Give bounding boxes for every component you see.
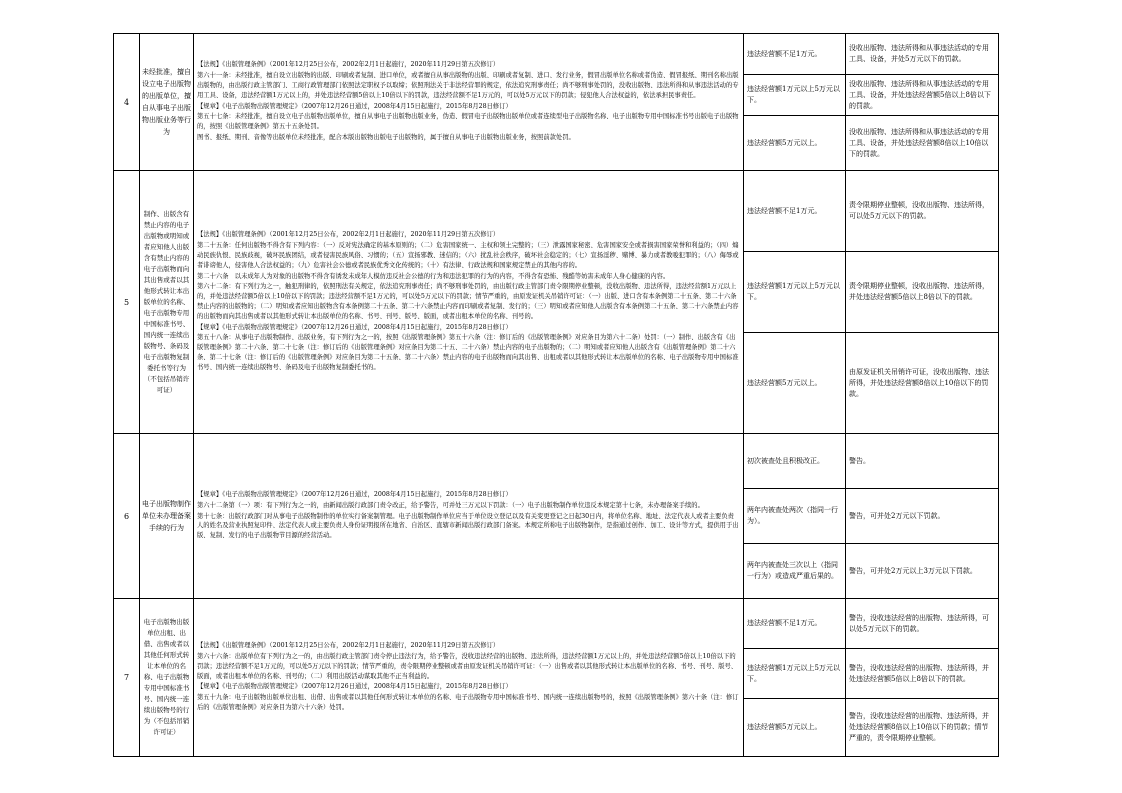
- discretion-condition: 违法经营额不足1万元。: [744, 34, 846, 75]
- legal-basis-cell: [194, 34, 744, 171]
- basis-paragraph: 图书、报纸、期刊、音像等出版单位未经批准，配合本版出版物出版电子出版物的，属于擅自从事电子出版物出版业务，按照前款处罚。: [197, 133, 575, 141]
- basis-paragraph: 第六十二条：有下列行为之一，触犯刑律的，依照刑法有关规定，依法追究刑事责任；尚不够刑事处罚的，由出版行政主管部门责令限期停业整顿，没收出版物、违法所得，违法经营额1万元以上的，并处违法经营额5倍以上10倍以下的罚款；违法经营额不足1万元的，可以处5万元以下的罚款；情节严重的，由原发证机关吊销许可证：（一）出版、进口含有本条例第二十五条、第二十六条禁止内容的出版物的；（二）明知或者应知出版物含有本条例第二十五条、第二十六条禁止内容而印刷或者复制、发行的；（三）明知或者应知他人出版含有本条例第二十五条、第二十六条禁止内容的出版物而向其出售或者以其他形式转让本出版单位的名称、书号、刊号、版号、版面，或者出租本单位的名称、刊号的。: [197, 283, 739, 320]
- basis-paragraph: 第六十六条：出版单位有下列行为之一的，由出版行政主管部门责令停止违法行为，给予警告，没收违法经营的出版物、违法所得，违法经营额1万元以上的，并处违法经营额5倍以上10倍以下的罚款；违法经营额不足1万元的，可以处5万元以下的罚款；情节严重的，责令限期停业整顿或者由原发证机关吊销许可证：（一）出售或者以其他形式转让本出版单位的名称、书号、刊号、版号、版面，或者出租本单位的名称、刊号的；（二）利用出版活动谋取其他不正当利益的。: [197, 653, 738, 680]
- penalty-standard: 警告，没收违法经营的出版物、违法所得，可以处5万元以下的罚款。: [846, 599, 999, 649]
- basis-paragraph: 第十七条：出版行政部门对从事电子出版物制作的单位实行备案制管理。电子出版物制作单位应当于单位设立登记以及有关变更登记之日起30日内，将单位名称、地址、法定代表人或者主要负责人的姓名及营业执照复印件、法定代表人或主要负责人身份证明报所在地省、自治区、直辖市新闻出版行政部门备案。本规定所称电子出版物制作，是指通过创作、加工、设计等方式，提供用于出版、复制、发行的电子出版物节目源的经营活动。: [197, 512, 739, 540]
- discretion-condition: 两年内被查处三次以上（指同一行为）或造成严重后果的。: [744, 544, 846, 599]
- discretion-condition: 初次被查处且积极改正。: [744, 434, 846, 489]
- discretion-condition: 违法经营额1万元以上5万元以下。: [744, 649, 846, 699]
- discretion-condition: 违法经营额1万元以上5万元以下。: [744, 252, 846, 333]
- legal-basis-cell: [194, 171, 744, 434]
- basis-paragraph: 第五十七条：未经批准，擅自设立电子出版物出版单位，擅自从事电子出版物出版业务，伪造、假冒电子出版物出版单位或者连续型电子出版物名称、电子出版物专用中国标准书号出版电子出版物的，按照《出版管理条例》第五十五条处罚。: [197, 113, 739, 131]
- violation-behavior: 制作、出版含有禁止内容的电子出版物或明知或者应知他人出版含有禁止内容的电子出版物而向其出售或者以其他形式转让本出版单位的名称、电子出版物专用中国标准书号、国内统一连续出版物号、条码及电子出版物复制委托书等行为（不包括吊销许可证）: [140, 171, 194, 434]
- basis-paragraph: 第五十九条：电子出版物出版单位出租、出借、出售或者以其他任何形式转让本单位的名称、电子出版物专用中国标准书号、国内统一连续出版物号的，按照《出版管理条例》第六十条（注：修订后的《出版管理条例》对应条目为第六十六条）处罚。: [197, 694, 739, 711]
- violation-behavior: 电子出版物出版单位出租、出借、出售或者以其他任何形式转让本单位的名称、电子出版物专用中国标准书号、国内统一连续出版物号的行为（不包括吊销许可证）: [140, 599, 194, 757]
- basis-paragraph: 第六十一条：未经批准，擅自设立出版物的出版、印刷或者复制、进口单位，或者擅自从事出版物的出版、印刷或者复制、进口、发行业务，假冒出版单位名称或者伪造、假冒报纸、期刊名称出版出版物的，由出版行政主管部门、工商行政管理部门依照法定职权予以取缔；依照刑法关于非法经营罪的规定，依法追究刑事责任；尚不够刑事处罚的，没收出版物、违法所得和从事违法活动的专用工具、设备，违法经营额1万元以上的，并处违法经营额5倍以上10倍以下的罚款，违法经营额不足1万元的，可以处5万元以下的罚款；侵犯他人合法权益的，依法承担民事责任。: [197, 72, 739, 99]
- row-number: 7: [114, 599, 140, 757]
- basis-paragraph: 【法规】《出版管理条例》（2001年12月25日公布，2002年2月1日起施行，2020年11月29日第五次修订）: [197, 642, 500, 650]
- discretion-condition: 违法经营额5万元以上。: [744, 116, 846, 171]
- discretion-condition: 违法经营额不足1万元。: [744, 171, 846, 252]
- table-row: [114, 434, 999, 489]
- penalty-standard: 责令限期停业整顿，没收出版物、违法所得，可以处5万元以下的罚款。: [846, 171, 999, 252]
- penalty-standards-table: [113, 33, 999, 757]
- legal-basis-cell: [194, 599, 744, 757]
- discretion-condition: 违法经营额5万元以上。: [744, 699, 846, 757]
- basis-paragraph: 【规章】《电子出版物出版管理规定》（2007年12月26日通过，2008年4月15日起施行，2015年8月28日修订）: [197, 683, 512, 691]
- basis-paragraph: 【规章】《电子出版物出版管理规定》（2007年12月26日通过，2008年4月15日起施行，2015年8月28日修订）: [197, 323, 512, 331]
- discretion-condition: 两年内被查处两次（指同一行为）。: [744, 489, 846, 544]
- basis-paragraph: 第二十六条 以未成年人为对象的出版物不得含有诱发未成年人模仿违反社会公德的行为和违法犯罪的行为的内容，不得含有恐怖、残酷等妨害未成年人身心健康的内容。: [197, 272, 670, 280]
- basis-paragraph: 【法规】《出版管理条例》（2001年12月25日公布，2002年2月1日起施行，2020年11月29日第五次修订）: [197, 231, 500, 239]
- penalty-standard: 警告，可并处2万元以上3万元以下罚款。: [846, 544, 999, 599]
- discretion-condition: 违法经营额不足1万元。: [744, 599, 846, 649]
- row-number: 4: [114, 34, 140, 171]
- penalty-standard: 没收出版物、违法所得和从事违法活动的专用工具、设备，并处违法经营额5倍以上8倍以下的罚款。: [846, 75, 999, 116]
- row-number: 6: [114, 434, 140, 599]
- penalty-standard: 警告，没收违法经营的出版物、违法所得，并处违法经营额8倍以上10倍以下的罚款；情节严重的，责令限期停业整顿。: [846, 699, 999, 757]
- basis-paragraph: 第六十二条第（一）项：有下列行为之一的，由新闻出版行政部门责令改正，给予警告，可并处三万元以下罚款：（一）电子出版物制作单位违反本规定第十七条，未办理备案手续的。: [197, 501, 704, 509]
- penalty-standard: 由原发证机关吊销许可证，没收出版物、违法所得，并处违法经营额8倍以上10倍以下的罚款。: [846, 333, 999, 434]
- penalty-standard: 没收出版物、违法所得和从事违法活动的专用工具、设备，并处5万元以下的罚款。: [846, 34, 999, 75]
- basis-paragraph: 第二十五条：任何出版物不得含有下列内容：（一）反对宪法确定的基本原则的；（二）危害国家统一、主权和领土完整的；（三）泄露国家秘密、危害国家安全或者损害国家荣誉和利益的；（四）煽动民族仇恨、民族歧视，破坏民族团结，或者侵害民族风俗、习惯的；（五）宣扬邪教、迷信的；（六）扰乱社会秩序，破坏社会稳定的；（七）宣扬淫秽、赌博、暴力或者教唆犯罪的；（八）侮辱或者诽谤他人，侵害他人合法权益的；（九）危害社会公德或者民族优秀文化传统的；（十）有法律、行政法规和国家规定禁止的其他内容的。: [197, 242, 739, 269]
- penalty-standard: 警告，没收违法经营的出版物、违法所得，并处违法经营额5倍以上8倍以下的罚款。: [846, 649, 999, 699]
- penalty-standard: 警告。: [846, 434, 999, 489]
- legal-basis-cell: [194, 434, 744, 599]
- penalty-standard: 警告，可并处2万元以下罚款。: [846, 489, 999, 544]
- row-number: 5: [114, 171, 140, 434]
- violation-behavior: 未经批准，擅自设立电子出版物的出版单位，擅自从事电子出版物出版业务等行为: [140, 34, 194, 171]
- table-row: [114, 171, 999, 252]
- basis-paragraph: 第五十八条：从事电子出版物制作、出版业务，有下列行为之一的，按照《出版管理条例》第五十六条（注：修订后的《出版管理条例》对应条目为第六十二条）处罚：（一）制作、出版含有《出版管理条例》第二十六条、第二十七条（注：修订后的《出版管理条例》对应条目为第二十五、二十六条）禁止内容的电子出版物的；（二）明知或者应知他人出版含有《出版管理条例》第二十六条、第二十七条（注：修订后的《出版管理条例》对应条目为第二十五条、第二十六条）禁止内容的电子出版物而向其出售、出租或者以其他形式转让本出版单位的名称、电子出版物专用中国标准书号、国内统一连续出版物号、条码及电子出版物复制委托书的。: [197, 334, 739, 371]
- basis-paragraph: 【规章】《电子出版物出版管理规定》（2007年12月26日通过，2008年4月15日起施行，2015年8月28日修订）: [197, 102, 512, 110]
- violation-behavior: 电子出版物制作单位未办理备案手续的行为: [140, 434, 194, 599]
- table-row: [114, 34, 999, 75]
- basis-paragraph: 【法规】《出版管理条例》（2001年12月25日公布，2002年2月1日起施行，2020年11月29日第五次修订）: [197, 61, 500, 69]
- penalty-standard: 没收出版物、违法所得和从事违法活动的专用工具、设备，并处违法经营额8倍以上10倍以下的罚款。: [846, 116, 999, 171]
- discretion-condition: 违法经营额1万元以上5万元以下。: [744, 75, 846, 116]
- basis-paragraph: 【规章】《电子出版物出版管理规定》（2007年12月26日通过，2008年4月15日起施行，2015年8月28日修订）: [197, 491, 512, 498]
- penalty-standard: 责令限期停业整顿，没收出版物、违法所得，并处违法经营额5倍以上8倍以下的罚款。: [846, 252, 999, 333]
- discretion-condition: 违法经营额5万元以上。: [744, 333, 846, 434]
- table-row: [114, 599, 999, 649]
